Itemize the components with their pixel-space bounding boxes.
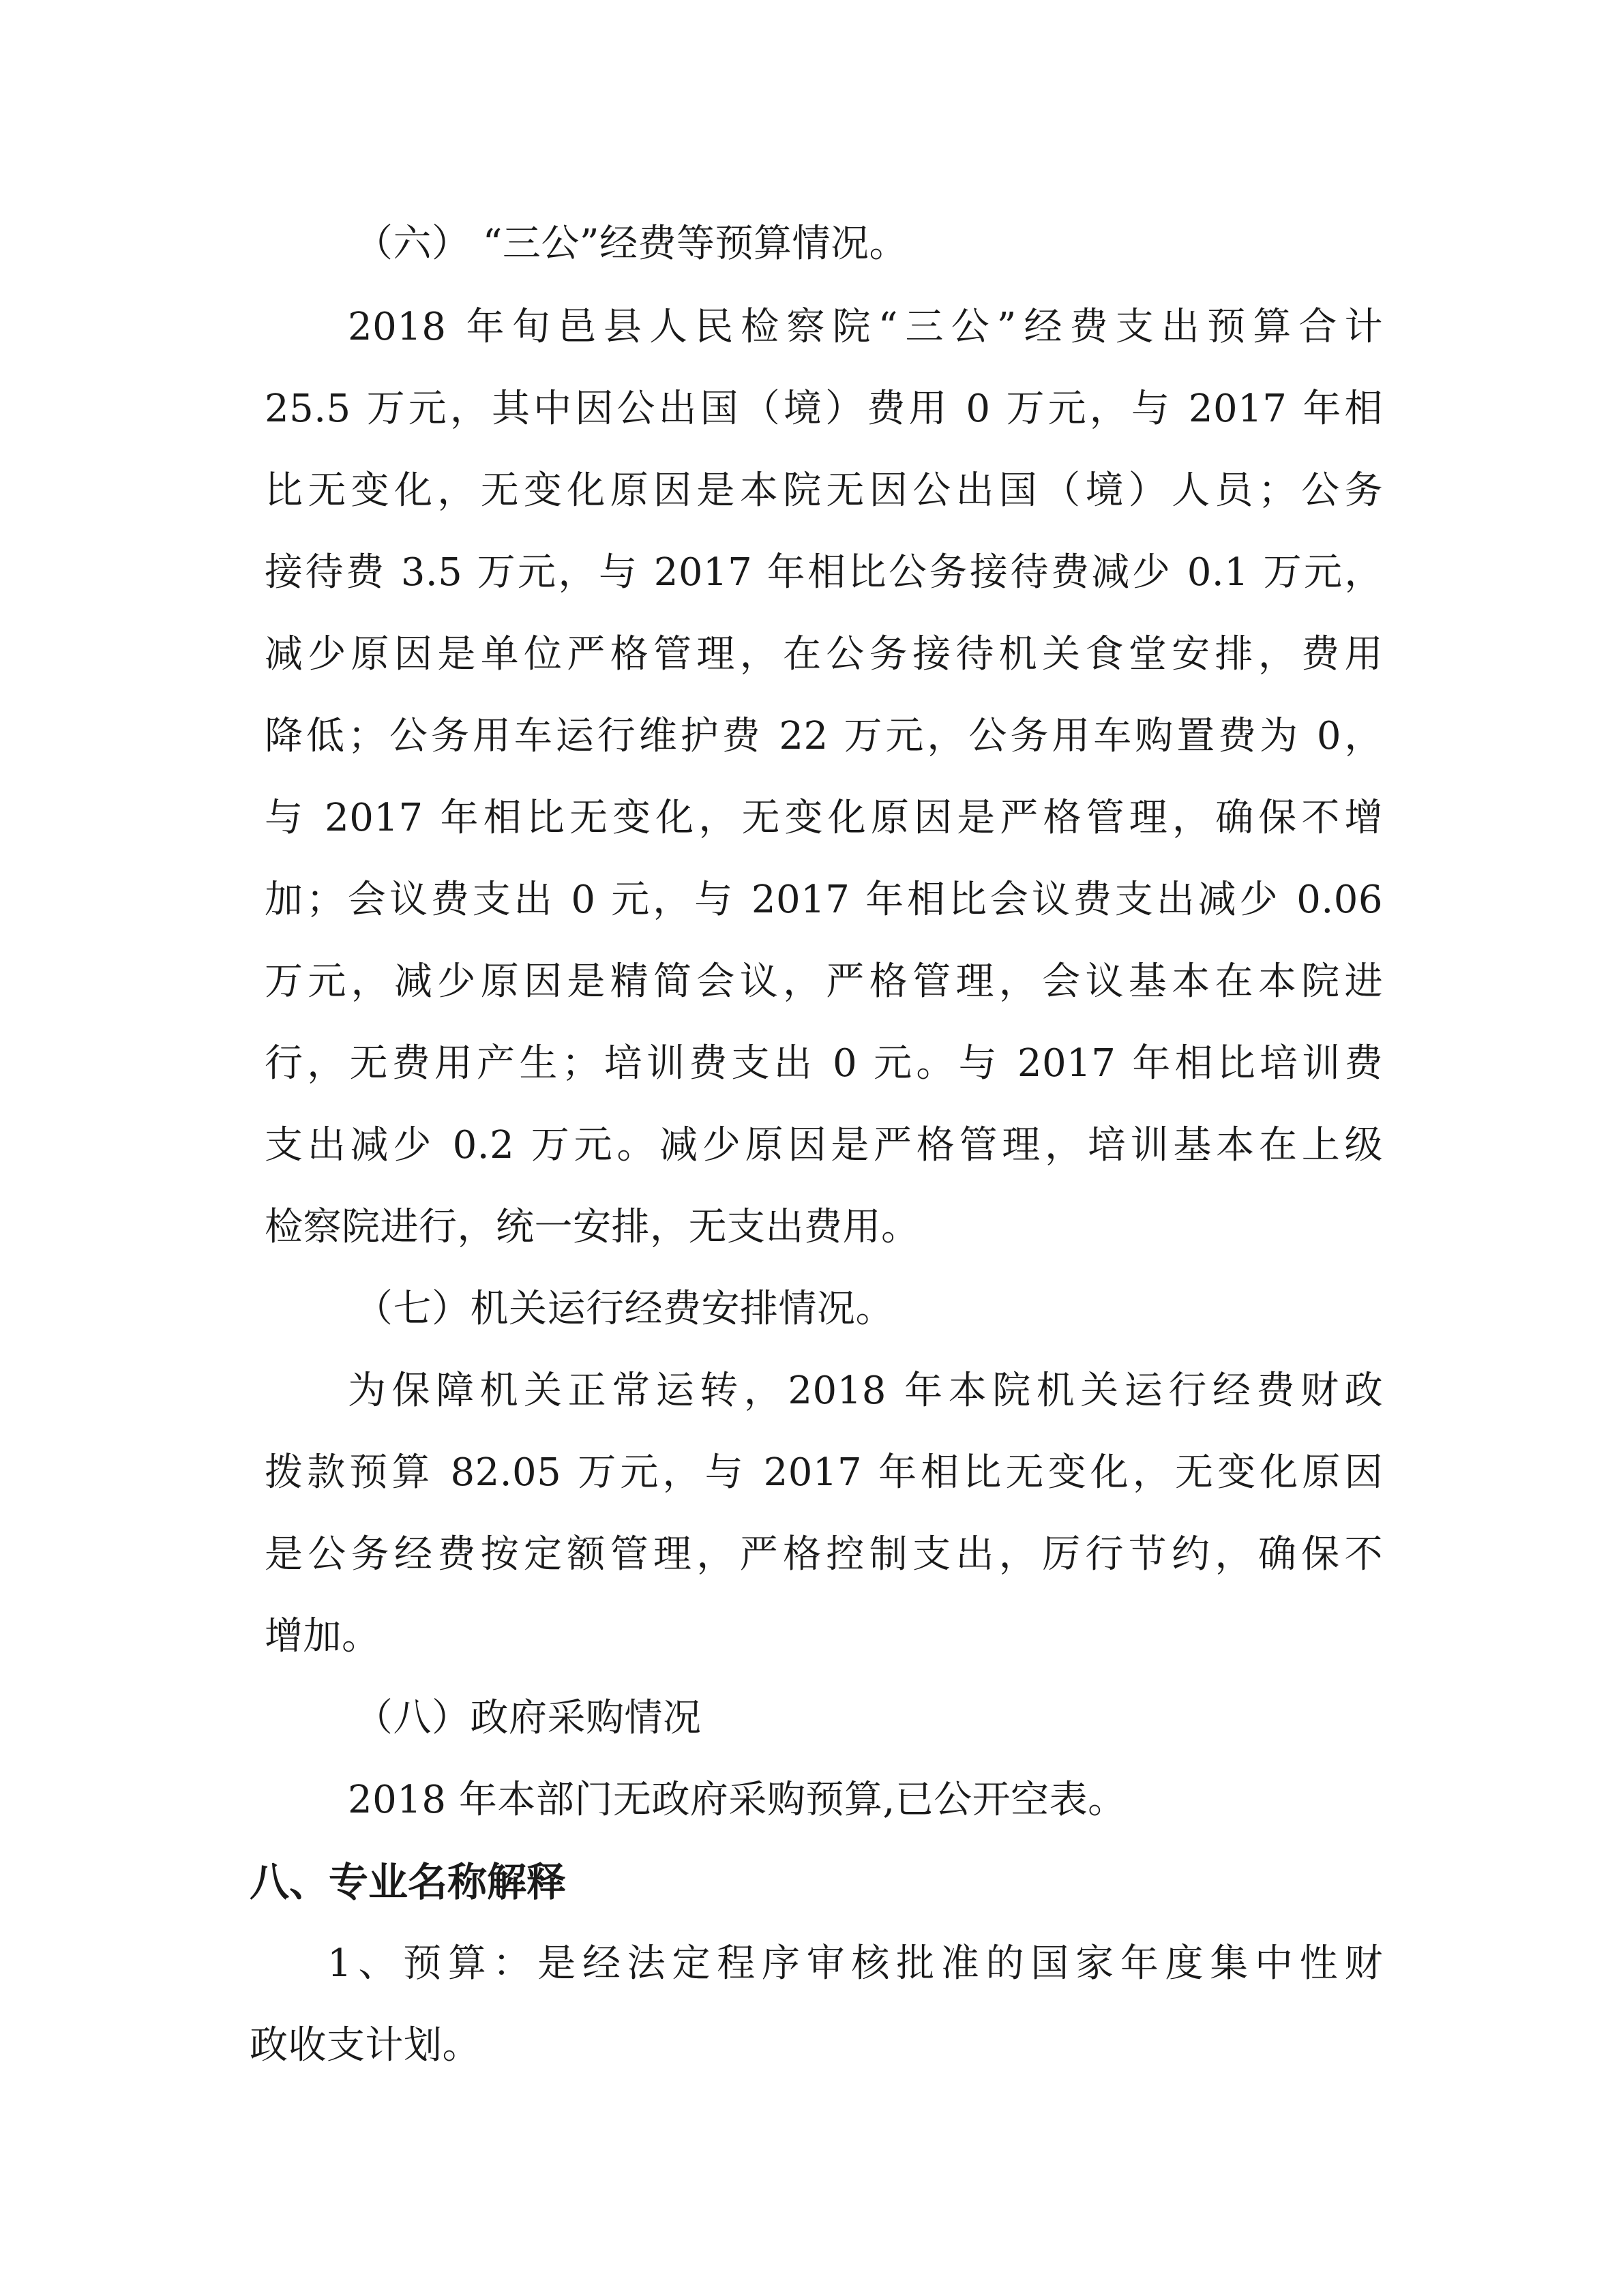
paragraph-line: 政收支计划。 xyxy=(250,2023,481,2068)
paragraph-line: 是公务经费按定额管理，严格控制支出，厉行节约，确保不 xyxy=(265,1532,1383,1577)
paragraph-line: 1、预算：是经法定程序审核批准的国家年度集中性财 xyxy=(327,1941,1383,1986)
section-heading-7: （七）机关运行经费安排情况。 xyxy=(355,1287,894,1331)
section-heading-6: （六） “三公”经费等预算情况。 xyxy=(355,222,908,266)
paragraph-line: 2018 年旬邑县人民检察院“三公”经费支出预算合计 xyxy=(348,305,1383,349)
paragraph-line: 比无变化，无变化原因是本院无因公出国（境）人员；公务 xyxy=(265,468,1383,513)
paragraph-line: 万元，减少原因是精简会议，严格管理，会议基本在本院进 xyxy=(265,959,1383,1004)
paragraph-line: 与 2017 年相比无变化，无变化原因是严格管理，确保不增 xyxy=(265,796,1383,840)
paragraph-line: 减少原因是单位严格管理，在公务接待机关食堂安排，费用 xyxy=(265,632,1383,676)
paragraph-line: 25.5 万元，其中因公出国（境）费用 0 万元，与 2017 年相 xyxy=(265,387,1383,431)
paragraph-line: 加；会议费支出 0 元，与 2017 年相比会议费支出减少 0.06 xyxy=(265,878,1383,922)
paragraph-line: 接待费 3.5 万元，与 2017 年相比公务接待费减少 0.1 万元， xyxy=(265,550,1383,595)
paragraph-line: 增加。 xyxy=(265,1614,381,1658)
paragraph-line: 降低；公务用车运行维护费 22 万元，公务用车购置费为 0， xyxy=(265,714,1383,758)
paragraph-line: 2018 年本部门无政府采购预算,已公开空表。 xyxy=(348,1778,1127,1822)
part-heading-8: 八、专业名称解释 xyxy=(250,1859,567,1905)
paragraph-line: 支出减少 0.2 万元。减少原因是严格管理，培训基本在上级 xyxy=(265,1123,1383,1167)
paragraph-line: 拨款预算 82.05 万元，与 2017 年相比无变化，无变化原因 xyxy=(265,1450,1383,1495)
paragraph-line: 检察院进行，统一安排，无支出费用。 xyxy=(265,1205,920,1249)
paragraph-line: 为保障机关正常运转，2018 年本院机关运行经费财政 xyxy=(348,1369,1383,1413)
paragraph-line: 行，无费用产生；培训费支出 0 元。与 2017 年相比培训费 xyxy=(265,1041,1383,1086)
section-heading-8: （八）政府采购情况 xyxy=(355,1696,702,1740)
